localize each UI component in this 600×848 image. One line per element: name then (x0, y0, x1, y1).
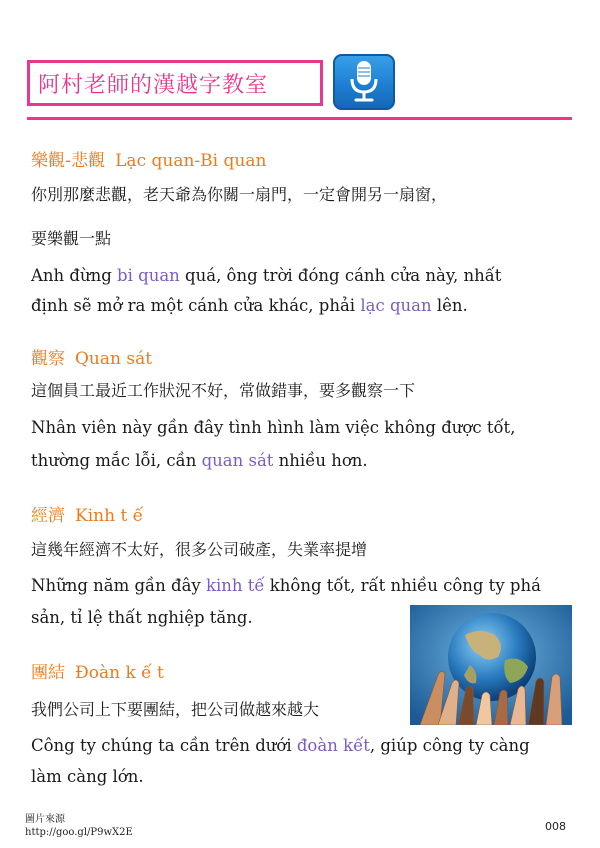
entry-vi-word: Đoàn k ế t (75, 663, 164, 683)
vi-sentence: sản, tỉ lệ thất nghiệp tăng. (31, 608, 253, 627)
vi-sentence: Nhân viên này gần đây tình hình làm việc không được tốt, (31, 418, 516, 437)
entry-heading (31, 146, 266, 171)
image-source-url[interactable]: http://goo.gl/P9wX2E (25, 827, 133, 838)
header-divider (27, 117, 572, 120)
globe-hands-photo (410, 605, 572, 725)
vi-highlight: kinh tế (206, 576, 265, 595)
entry-vi-word: Lạc quan-Bi quan (115, 151, 267, 171)
microphone-icon (333, 54, 395, 110)
zh-sentence: 這幾年經濟不太好，很多公司破產，失業率提增 (31, 540, 368, 559)
vi-text: nhiều hơn. (273, 451, 368, 470)
vi-sentence (31, 576, 541, 595)
image-source-label: 圖片來源 (25, 814, 65, 825)
vi-text: lên. (431, 296, 468, 315)
vi-sentence (31, 451, 368, 470)
vi-text: thường mắc lỗi, cần (31, 451, 202, 470)
entry-zh-word: 團結 (31, 663, 65, 683)
vi-highlight: đoàn kết (296, 736, 370, 755)
entry-heading (31, 501, 143, 526)
entry-zh-word: 樂觀-悲觀 (31, 151, 106, 171)
entry-heading (31, 658, 164, 683)
entry-heading (31, 344, 152, 369)
entry-vi-word: Kinh t ế (75, 506, 144, 526)
vi-text: không tốt, rất nhiều công ty phá (264, 576, 541, 595)
entry-zh-word: 觀察 (31, 349, 65, 369)
zh-sentence: 你別那麼悲觀，老天爺為你關一扇門，一定會開另一扇窗， (31, 185, 448, 204)
zh-sentence: 這個員工最近工作狀況不好，常做錯事，要多觀察一下 (31, 381, 416, 400)
vi-highlight: bi quan (117, 266, 180, 285)
page-title: 阿村老師的漢越字教室 (38, 72, 269, 98)
vi-text: Công ty chúng ta cần trên dưới (31, 736, 297, 755)
entry-zh-word: 經濟 (31, 506, 65, 526)
vi-highlight: quan sát (201, 451, 274, 470)
microphone-button[interactable] (333, 54, 395, 110)
entry-vi-word: Quan sát (75, 349, 153, 369)
vi-text: , giúp công ty càng (369, 736, 530, 755)
vi-sentence (31, 266, 501, 285)
vi-sentence (31, 736, 530, 755)
vi-highlight: lạc quan (360, 296, 432, 315)
page-title-box (27, 60, 323, 106)
vi-text: quá, ông trời đóng cánh cửa này, nhất (179, 266, 502, 285)
vi-sentence: làm càng lớn. (31, 767, 144, 786)
vi-text: Anh đừng (31, 266, 118, 285)
zh-sentence: 要樂觀一點 (31, 229, 112, 248)
vi-text: định sẽ mở ra một cánh cửa khác, phải (31, 296, 361, 315)
page-number: 008 (545, 820, 566, 833)
zh-sentence: 我們公司上下要團結，把公司做越來越大 (31, 700, 320, 719)
vi-text: Những năm gần đây (31, 576, 206, 595)
vi-sentence (31, 296, 468, 315)
